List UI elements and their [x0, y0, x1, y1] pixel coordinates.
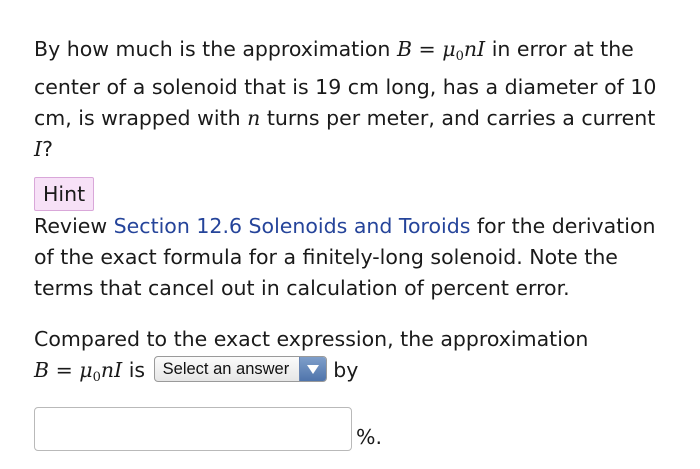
question-mark: ? — [42, 137, 53, 161]
formula-symbol-ni: nI — [100, 358, 123, 382]
hint-text-part: Review — [34, 214, 114, 238]
hint-button[interactable]: Hint — [34, 177, 94, 211]
answer-is-word: is — [122, 358, 152, 382]
question-text-part: in error at the center of a solenoid that is 19 cm long, has a diameter of 10 cm, is wrapped with — [34, 37, 657, 130]
hint-text — [34, 211, 674, 304]
answer-intro-text: Compared to the exact expression, the approximation — [34, 327, 589, 351]
chevron-down-icon — [299, 357, 326, 381]
question-page — [34, 34, 674, 451]
formula-symbol-b: B — [34, 358, 50, 382]
formula-symbol-mu: μ — [442, 37, 456, 61]
answer-by-word: by — [333, 358, 359, 382]
percent-unit-label: %. — [356, 425, 382, 449]
formula-b-equals-mu0-n-i — [396, 37, 486, 64]
question-text — [34, 34, 674, 165]
formula-equals: = — [49, 358, 80, 382]
answer-formula — [34, 358, 123, 385]
answer-statement — [34, 324, 674, 393]
formula-symbol-ni: nI — [463, 37, 486, 61]
question-text-part: By how much is the approximation — [34, 37, 397, 61]
formula-symbol-mu: μ — [79, 358, 93, 382]
hint-text-part: for the derivation of the exact formula for a finitely-long solenoid. Note the terms that cancel out in calculation of percent error. — [34, 214, 656, 300]
section-link[interactable]: Section 12.6 Solenoids and Toroids — [113, 214, 471, 238]
symbol-n: n — [247, 106, 261, 130]
formula-equals: = — [412, 37, 443, 61]
answer-input-row — [34, 407, 674, 451]
formula-subscript-zero: 0 — [455, 49, 464, 64]
formula-subscript-zero: 0 — [92, 370, 101, 385]
symbol-i: I — [34, 137, 43, 161]
percent-answer-input[interactable] — [34, 407, 352, 451]
select-label: Select an answer — [162, 360, 290, 378]
question-text-part: turns per meter, and carries a current — [260, 106, 656, 130]
answer-select-dropdown[interactable] — [154, 356, 328, 382]
formula-symbol-b: B — [396, 37, 413, 61]
